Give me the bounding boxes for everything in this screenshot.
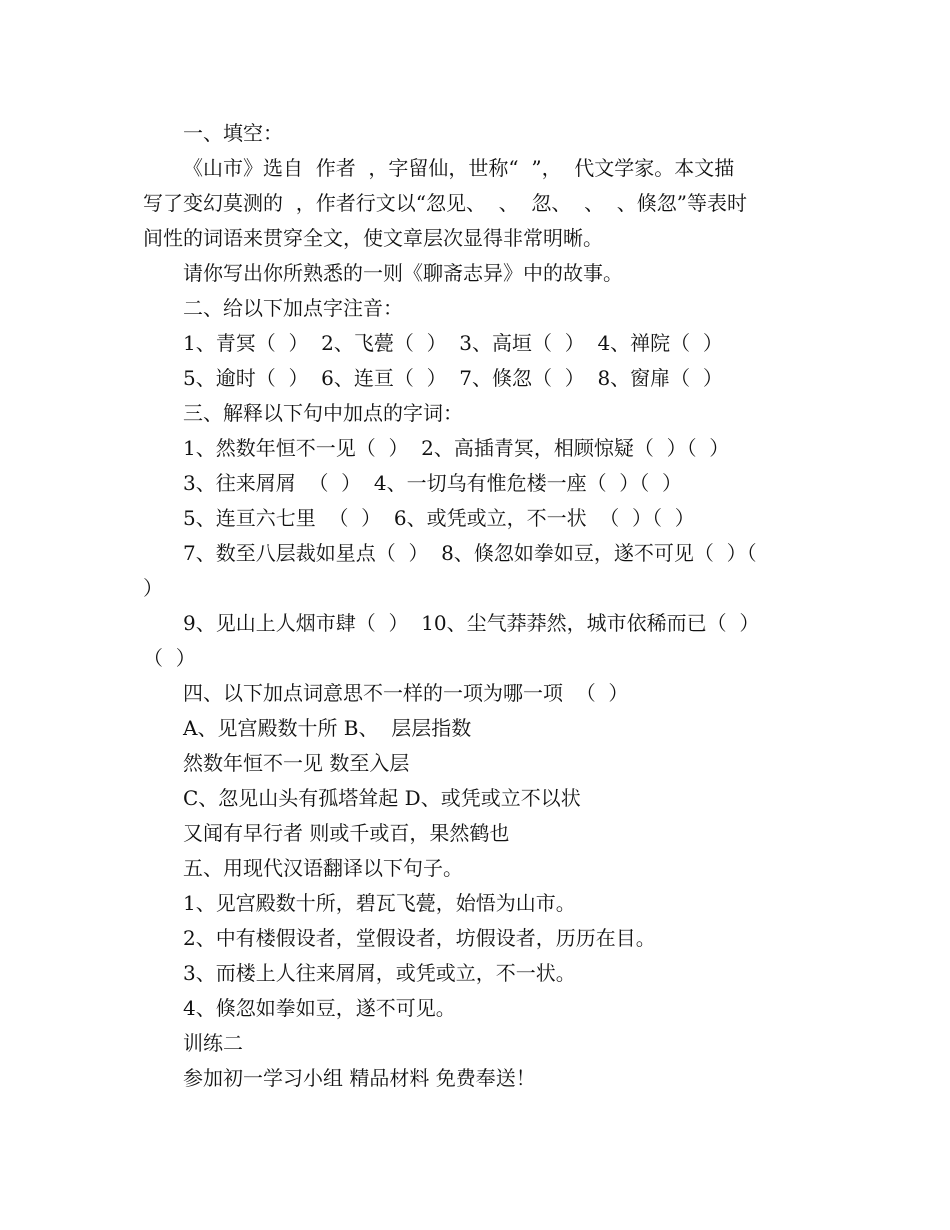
promo-line: 参加初一学习小组 精品材料 免费奉送！ — [183, 1066, 536, 1090]
section-heading-explain: 三、解释以下句中加点的字词： — [183, 401, 463, 425]
section-heading-fill-blank: 一、填空： — [183, 121, 283, 145]
translate-line: 4、倏忽如拳如豆，遂不可见。 — [183, 996, 456, 1020]
document-body — [143, 116, 811, 1096]
choice-line: 然数年恒不一见 数至入层 — [183, 751, 410, 775]
choice-line: C、忽见山头有孤塔耸起 D、或凭或立不以状 — [183, 786, 581, 810]
translate-line: 3、而楼上人往来屑屑，或凭或立，不一状。 — [183, 961, 576, 985]
choice-line: 又闻有早行者 则或千或百，果然鹤也 — [183, 821, 510, 845]
section-heading-pinyin: 二、给以下加点字注音： — [183, 296, 403, 320]
exercise-line: 7、数至八层裁如星点（ ） 8、倏忽如拳如豆，遂不可见（ ）（ — [183, 541, 757, 565]
exercise-line: 5、连亘六七里 （ ） 6、或凭或立，不一状 （ ）（ ） — [183, 506, 695, 530]
exercise-line: 3、往来屑屑 （ ） 4、一切乌有惟危楼一座（ ）（ ） — [183, 471, 683, 495]
exercise-line-continued: （ ） — [143, 646, 196, 670]
choice-line: A、见宫殿数十所 B、 层层指数 — [183, 716, 472, 740]
paragraph-line: 《山市》选自 作者 ，字留仙，世称“ ”， 代文学家。本文描 — [183, 156, 735, 180]
translate-line: 1、见宫殿数十所，碧瓦飞甍，始悟为山市。 — [183, 891, 576, 915]
exercise-line: 9、见山上人烟市肆（ ） 10、尘气莽莽然，城市依稀而已（ ） — [183, 611, 760, 635]
exercise-line: 1、青冥（ ） 2、飞甍（ ） 3、高垣（ ） 4、禅院（ ） — [183, 331, 723, 355]
translate-line: 2、中有楼假设者，堂假设者，坊假设者，历历在目。 — [183, 926, 656, 950]
section-heading-training: 训练二 — [183, 1031, 243, 1055]
section-heading-choice: 四、以下加点词意思不一样的一项为哪一项 （ ） — [183, 681, 629, 705]
section-heading-translate: 五、用现代汉语翻译以下句子。 — [183, 856, 463, 880]
paragraph-line: 间性的词语来贯穿全文，使文章层次显得非常明晰。 — [143, 226, 603, 250]
exercise-line: 5、逾时（ ） 6、连亘（ ） 7、倏忽（ ） 8、窗扉（ ） — [183, 366, 723, 390]
question-line: 请你写出你所熟悉的一则《聊斋志异》中的故事。 — [183, 261, 623, 285]
exercise-line-continued: ） — [143, 576, 163, 600]
paragraph-line: 写了变幻莫测的 ，作者行文以“忽见、 、 忽、 、 、倏忽”等表时 — [143, 191, 748, 215]
exercise-line: 1、然数年恒不一见（ ） 2、高插青冥，相顾惊疑（ ）（ ） — [183, 436, 730, 460]
